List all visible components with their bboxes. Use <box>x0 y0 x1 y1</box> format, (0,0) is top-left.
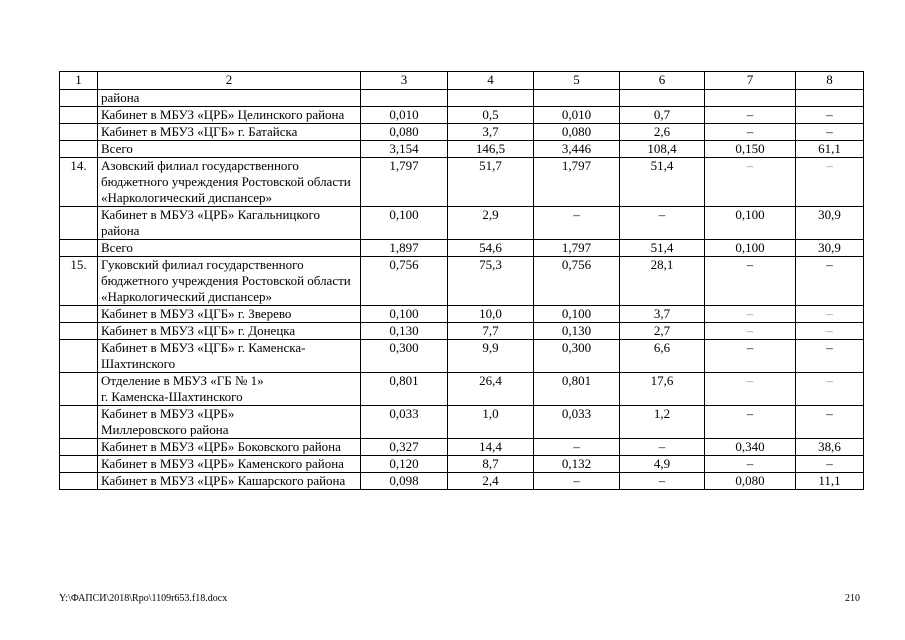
value-col-6: – <box>620 207 705 240</box>
value-col-7: – <box>705 456 796 473</box>
row-number <box>60 439 98 456</box>
value-col-6 <box>620 90 705 107</box>
value-col-5: 0,756 <box>534 257 620 306</box>
table-row <box>60 240 864 257</box>
institution-name: Кабинет в МБУЗ «ЦГБ» г. Каменска-Шахтинского <box>98 340 361 373</box>
value-col-5: 1,797 <box>534 158 620 207</box>
value-col-7: 0,080 <box>705 473 796 490</box>
value-col-3: 0,130 <box>361 323 448 340</box>
value-col-8: – <box>796 107 864 124</box>
value-col-6: 108,4 <box>620 141 705 158</box>
value-col-7: – <box>705 340 796 373</box>
table-row <box>60 439 864 456</box>
footer-page-number: 210 <box>845 593 860 604</box>
value-col-6: 4,9 <box>620 456 705 473</box>
data-table <box>59 71 864 490</box>
value-col-7: – <box>705 406 796 439</box>
value-col-7: 0,340 <box>705 439 796 456</box>
value-col-6: 51,4 <box>620 240 705 257</box>
value-col-8 <box>796 90 864 107</box>
value-col-6: – <box>620 473 705 490</box>
value-col-3: 0,756 <box>361 257 448 306</box>
value-col-8: – <box>796 456 864 473</box>
row-number <box>60 107 98 124</box>
value-col-6: 17,6 <box>620 373 705 406</box>
value-col-3: 0,801 <box>361 373 448 406</box>
institution-name: Кабинет в МБУЗ «ЦГБ» г. Батайска <box>98 124 361 141</box>
value-col-4: 3,7 <box>448 124 534 141</box>
value-col-8: – <box>796 373 864 406</box>
value-col-3: 0,033 <box>361 406 448 439</box>
institution-name: Кабинет в МБУЗ «ЦГБ» г. Донецка <box>98 323 361 340</box>
table-row <box>60 141 864 158</box>
value-col-3: 0,120 <box>361 456 448 473</box>
table-row <box>60 406 864 439</box>
value-col-3: 3,154 <box>361 141 448 158</box>
value-col-5: – <box>534 473 620 490</box>
value-col-4: 146,5 <box>448 141 534 158</box>
value-col-7: – <box>705 107 796 124</box>
table-row <box>60 340 864 373</box>
value-col-4: 14,4 <box>448 439 534 456</box>
row-number <box>60 141 98 158</box>
value-col-5: 0,010 <box>534 107 620 124</box>
value-col-6: – <box>620 439 705 456</box>
table-row <box>60 473 864 490</box>
value-col-5: 0,033 <box>534 406 620 439</box>
value-col-6: 1,2 <box>620 406 705 439</box>
institution-name: Всего <box>98 141 361 158</box>
value-col-5: 0,300 <box>534 340 620 373</box>
row-number <box>60 306 98 323</box>
row-number <box>60 373 98 406</box>
value-col-4: 10,0 <box>448 306 534 323</box>
value-col-4: 2,9 <box>448 207 534 240</box>
value-col-4: 51,7 <box>448 158 534 207</box>
table-row <box>60 207 864 240</box>
value-col-7: 0,100 <box>705 207 796 240</box>
value-col-7: – <box>705 306 796 323</box>
institution-name: Азовский филиал государственного бюджетного учреждения Ростовской области «Наркологический диспансер» <box>98 158 361 207</box>
value-col-8: 11,1 <box>796 473 864 490</box>
value-col-3: 0,098 <box>361 473 448 490</box>
value-col-8: 30,9 <box>796 207 864 240</box>
table-row <box>60 158 864 207</box>
value-col-5: 0,132 <box>534 456 620 473</box>
row-number <box>60 240 98 257</box>
value-col-4: 0,5 <box>448 107 534 124</box>
footer-file-path: Y:\ФАПСИ\2018\Rpo\1109r653.f18.docx <box>59 593 228 604</box>
table-body <box>60 90 864 490</box>
value-col-6: 0,7 <box>620 107 705 124</box>
value-col-3: 0,100 <box>361 306 448 323</box>
column-header: 6 <box>620 72 705 90</box>
institution-name: Гуковский филиал государственного бюджетного учреждения Ростовской области «Наркологический диспансер» <box>98 257 361 306</box>
value-col-8: – <box>796 406 864 439</box>
value-col-8: – <box>796 340 864 373</box>
value-col-4: 75,3 <box>448 257 534 306</box>
value-col-8: – <box>796 306 864 323</box>
value-col-3: 1,897 <box>361 240 448 257</box>
value-col-7: – <box>705 373 796 406</box>
table-row <box>60 306 864 323</box>
value-col-4: 54,6 <box>448 240 534 257</box>
column-header: 7 <box>705 72 796 90</box>
value-col-3: 0,300 <box>361 340 448 373</box>
value-col-5: 1,797 <box>534 240 620 257</box>
value-col-7: – <box>705 124 796 141</box>
column-header: 3 <box>361 72 448 90</box>
value-col-5: 0,130 <box>534 323 620 340</box>
value-col-4: 7,7 <box>448 323 534 340</box>
value-col-5: – <box>534 439 620 456</box>
value-col-6: 28,1 <box>620 257 705 306</box>
value-col-7: – <box>705 323 796 340</box>
value-col-3: 0,010 <box>361 107 448 124</box>
value-col-7: 0,100 <box>705 240 796 257</box>
institution-name: Кабинет в МБУЗ «ЦРБ» Каменского района <box>98 456 361 473</box>
value-col-5: 0,080 <box>534 124 620 141</box>
table-row <box>60 323 864 340</box>
value-col-3: 0,100 <box>361 207 448 240</box>
value-col-3: 1,797 <box>361 158 448 207</box>
row-number <box>60 406 98 439</box>
value-col-7 <box>705 90 796 107</box>
value-col-3 <box>361 90 448 107</box>
value-col-3: 0,080 <box>361 124 448 141</box>
value-col-8: 30,9 <box>796 240 864 257</box>
value-col-5: 0,801 <box>534 373 620 406</box>
column-header: 5 <box>534 72 620 90</box>
value-col-8: – <box>796 124 864 141</box>
table-row <box>60 373 864 406</box>
table-row <box>60 107 864 124</box>
value-col-5 <box>534 90 620 107</box>
value-col-5: – <box>534 207 620 240</box>
table-row <box>60 257 864 306</box>
value-col-6: 51,4 <box>620 158 705 207</box>
value-col-4: 8,7 <box>448 456 534 473</box>
institution-name: Всего <box>98 240 361 257</box>
value-col-8: – <box>796 257 864 306</box>
value-col-7: 0,150 <box>705 141 796 158</box>
table-row <box>60 90 864 107</box>
value-col-3: 0,327 <box>361 439 448 456</box>
row-number <box>60 207 98 240</box>
value-col-7: – <box>705 257 796 306</box>
institution-name: Кабинет в МБУЗ «ЦРБ» Кашарского района <box>98 473 361 490</box>
row-number: 14. <box>60 158 98 207</box>
value-col-4: 2,4 <box>448 473 534 490</box>
row-number <box>60 340 98 373</box>
table-row <box>60 456 864 473</box>
value-col-4 <box>448 90 534 107</box>
row-number <box>60 456 98 473</box>
value-col-5: 3,446 <box>534 141 620 158</box>
row-number: 15. <box>60 257 98 306</box>
value-col-4: 9,9 <box>448 340 534 373</box>
value-col-4: 1,0 <box>448 406 534 439</box>
value-col-5: 0,100 <box>534 306 620 323</box>
column-header: 4 <box>448 72 534 90</box>
row-number <box>60 124 98 141</box>
institution-name: Отделение в МБУЗ «ГБ № 1» г. Каменска-Шахтинского <box>98 373 361 406</box>
value-col-4: 26,4 <box>448 373 534 406</box>
institution-name: района <box>98 90 361 107</box>
value-col-6: 6,6 <box>620 340 705 373</box>
value-col-8: 61,1 <box>796 141 864 158</box>
institution-name: Кабинет в МБУЗ «ЦРБ» Боковского района <box>98 439 361 456</box>
column-header: 2 <box>98 72 361 90</box>
table-header-row <box>60 72 864 90</box>
value-col-6: 2,6 <box>620 124 705 141</box>
row-number <box>60 473 98 490</box>
value-col-8: – <box>796 158 864 207</box>
table-row <box>60 124 864 141</box>
value-col-7: – <box>705 158 796 207</box>
institution-name: Кабинет в МБУЗ «ЦРБ» Целинского района <box>98 107 361 124</box>
value-col-8: – <box>796 323 864 340</box>
institution-name: Кабинет в МБУЗ «ЦГБ» г. Зверево <box>98 306 361 323</box>
column-header: 1 <box>60 72 98 90</box>
value-col-6: 3,7 <box>620 306 705 323</box>
column-header: 8 <box>796 72 864 90</box>
value-col-8: 38,6 <box>796 439 864 456</box>
value-col-6: 2,7 <box>620 323 705 340</box>
institution-name: Кабинет в МБУЗ «ЦРБ» Кагальницкого района <box>98 207 361 240</box>
row-number <box>60 90 98 107</box>
row-number <box>60 323 98 340</box>
institution-name: Кабинет в МБУЗ «ЦРБ» Миллеровского района <box>98 406 361 439</box>
